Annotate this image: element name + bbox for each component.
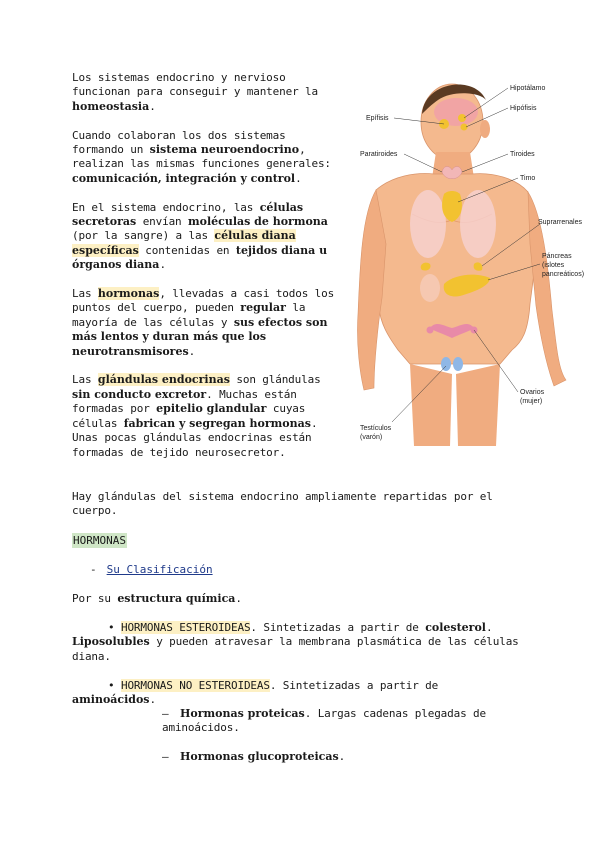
text: Las: [72, 373, 98, 387]
text: la mayoría de las células y: [72, 301, 306, 329]
bold-term: sus efectos son más lentos y duran más que los neurotransmisores: [72, 315, 328, 358]
text: Las: [72, 287, 98, 301]
bold-term: Liposolubles: [72, 635, 150, 649]
text: .: [188, 344, 196, 358]
bullet: •: [108, 621, 115, 634]
label-testiculos-2: (varón): [360, 434, 383, 441]
label-suprarrenales: Suprarrenales: [538, 219, 582, 226]
classification-link[interactable]: Su Clasificación: [106, 563, 213, 576]
list-item-steroid: [72, 621, 532, 664]
text: son glándulas: [229, 373, 321, 387]
text: , llevadas a casi todos los puntos del cuerpo, pueden: [72, 287, 335, 315]
text: y pueden atravesar la membrana plasmática de las células diana.: [72, 635, 519, 663]
text: . Sintetizadas a partir de: [250, 621, 426, 634]
text: envían: [136, 215, 188, 229]
highlighted-term: células diana específicas: [72, 229, 296, 257]
bold-term: epitelio glandular: [156, 402, 267, 416]
text: Hay glándulas del sistema endocrino ampliamente repartidas por el cuerpo.: [72, 490, 493, 518]
bold-term: estructura química: [117, 592, 236, 605]
bold-term: colesterol: [425, 621, 486, 634]
subsection-item: [90, 562, 213, 577]
section-heading: HORMONAS: [73, 534, 126, 547]
text: .: [338, 750, 346, 763]
paragraph-distribution: [72, 490, 532, 519]
text: .: [149, 99, 156, 113]
bold-term: células secretoras: [72, 200, 304, 229]
dash-bullet: –: [162, 750, 169, 763]
bold-term: Hormonas proteicas: [180, 707, 305, 720]
bold-term: tejidos diana u órganos diana: [72, 243, 328, 272]
text: . Sintetizadas a partir de: [269, 679, 439, 692]
intro-column: [72, 71, 342, 474]
paragraph-hormones: [72, 287, 342, 359]
bold-term: moléculas de hormona: [188, 215, 328, 229]
bold-term: regular: [240, 301, 286, 315]
label-timo: Timo: [520, 175, 536, 182]
text: . Unas pocas glándulas endocrinas están formadas de tejido neurosecretor.: [72, 416, 318, 459]
bold-term: fabrican y segregan hormonas: [123, 416, 311, 430]
text: . Muchas están formadas por: [72, 387, 297, 416]
paragraph-secretory-cells: [72, 201, 342, 273]
label-testiculos-1: Testículos: [360, 425, 392, 432]
text: contenidas en: [138, 243, 236, 257]
text: .: [159, 258, 166, 272]
text: .: [235, 592, 242, 605]
text: . Largas cadenas plegadas de aminoácidos.: [162, 707, 486, 735]
bold-term: sistema neuroendocrino: [149, 143, 300, 157]
text: Por su: [72, 592, 118, 605]
bold-term: sin conducto excretor: [72, 387, 207, 401]
highlighted-term: HORMONAS ESTEROIDEAS: [120, 621, 251, 634]
text: .: [295, 171, 302, 185]
testicle-left: [441, 357, 451, 371]
bold-term: Hormonas glucoproteicas: [180, 750, 339, 763]
text: , realizan las mismas funciones generales:: [72, 143, 331, 171]
bold-term: aminoácidos: [72, 693, 150, 707]
bold-term: comunicación, integración y control: [72, 171, 296, 185]
highlighted-term: HORMONAS NO ESTEROIDEAS: [120, 679, 270, 692]
kidney-left: [420, 274, 440, 302]
list-item-non-steroid: [72, 679, 532, 708]
text: Los sistemas endocrino y nervioso funcionan para conseguir y mantener la: [72, 71, 318, 99]
highlighted-term: hormonas: [97, 287, 160, 301]
text: Cuando colaboran los dos sistemas formando un: [72, 128, 286, 157]
endocrine-system-figure: [352, 74, 585, 446]
testicle-right: [453, 357, 463, 371]
hypothalamus: [458, 114, 466, 122]
label-pancreas-2: (islotes: [542, 262, 565, 269]
dash-bullet: -: [90, 563, 97, 576]
dash-bullet: –: [162, 707, 169, 720]
highlighted-term: glándulas endocrinas: [97, 373, 230, 387]
text: (por la sangre) a las: [72, 229, 215, 243]
label-epifisis: Epífisis: [366, 115, 389, 122]
paragraph-glands: [72, 373, 342, 459]
sub-list-item-protein: [162, 707, 502, 736]
label-hipotalamo: Hipotálamo: [510, 85, 546, 92]
label-ovarios-2: (mujer): [520, 398, 543, 405]
label-hipofisis: Hipófisis: [510, 105, 537, 112]
label-pancreas-3: pancreáticos): [542, 271, 585, 278]
ovary-left: [427, 327, 434, 334]
label-ovarios-1: Ovarios: [520, 389, 545, 396]
paragraph-homeostasis: [72, 71, 342, 114]
text: .: [485, 621, 493, 634]
label-pancreas-1: Páncreas: [542, 253, 572, 260]
text: En el sistema endocrino, las: [72, 200, 260, 214]
text: cuyas células: [72, 402, 306, 430]
paragraph-structure: [72, 592, 532, 606]
text: .: [149, 693, 156, 707]
bold-term: homeostasia: [72, 99, 150, 113]
label-tiroides: Tiroides: [510, 151, 535, 158]
bullet: •: [108, 679, 115, 692]
label-paratiroides: Paratiroides: [360, 151, 398, 158]
sub-list-item-glycoprotein: [162, 750, 502, 764]
paragraph-neuroendocrine: [72, 129, 342, 187]
